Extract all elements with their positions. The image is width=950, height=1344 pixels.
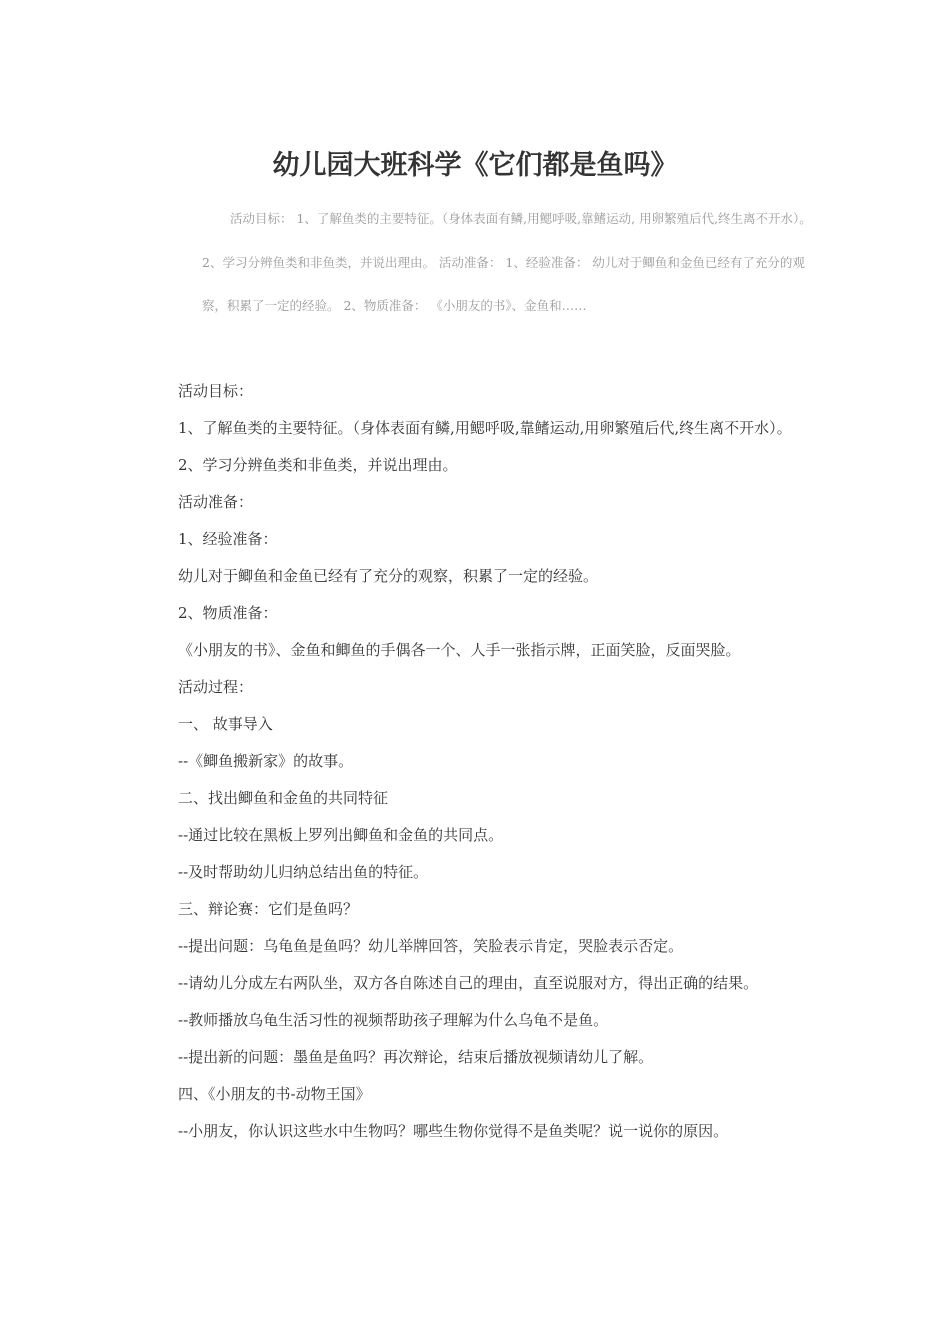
paragraph: --《鲫鱼搬新家》的故事。: [178, 752, 354, 770]
paragraph: --小朋友，你认识这些水中生物吗？哪些生物你觉得不是鱼类呢？说一说你的原因。: [178, 1122, 729, 1140]
paragraph: --及时帮助幼儿归纳总结出鱼的特征。: [178, 863, 429, 881]
paragraph: --提出新的问题：墨鱼是鱼吗？再次辩论，结束后播放视频请幼儿了解。: [178, 1048, 654, 1066]
document-body: [145, 378, 811, 1155]
paragraph: 1、经验准备：: [178, 530, 278, 548]
summary-text: 活动目标： 1、了解鱼类的主要特征。（身体表面有鳞,用鳃呼吸,靠鳍运动, 用卵繁殖后代,终生离不开水）。 2、学习分辨鱼类和非鱼类，并说出理由。 活动准备： 1、经验准备： 幼儿对于鲫鱼和金鱼已经有了充分的观察，积累了一定的经验。 2、物质准备： 《小朋友的书》、金鱼和……: [202, 211, 812, 313]
paragraph: 活动过程：: [178, 678, 254, 696]
paragraph: 二、找出鲫鱼和金鱼的共同特征: [178, 789, 389, 807]
paragraph: 1、了解鱼类的主要特征。（身体表面有鳞,用鳃呼吸,靠鳍运动,用卵繁殖后代,终生离不开水）。: [178, 419, 792, 437]
paragraph: --教师播放乌龟生活习性的视频帮助孩子理解为什么乌龟不是鱼。: [178, 1011, 609, 1029]
paragraph: 2、物质准备：: [178, 604, 278, 622]
paragraph: --请幼儿分成左右两队坐，双方各自陈述自己的理由，直至说服对方，得出正确的结果。: [178, 974, 759, 992]
document-title: 幼儿园大班科学《它们都是鱼吗》: [272, 150, 678, 181]
paragraph: 三、辩论赛：它们是鱼吗？: [178, 900, 359, 918]
paragraph: 四、《小朋友的书-动物王国》: [178, 1085, 371, 1103]
paragraph: 活动目标：: [178, 382, 254, 400]
paragraph: 一、 故事导入: [178, 715, 273, 733]
paragraph: 2、学习分辨鱼类和非鱼类，并说出理由。: [178, 456, 458, 474]
paragraph: 活动准备：: [178, 493, 254, 511]
paragraph: 幼儿对于鲫鱼和金鱼已经有了充分的观察，积累了一定的经验。: [178, 567, 599, 585]
paragraph: --提出问题：乌龟鱼是鱼吗？幼儿举牌回答，笑脸表示肯定，哭脸表示否定。: [178, 937, 684, 955]
paragraph: --通过比较在黑板上罗列出鲫鱼和金鱼的共同点。: [178, 826, 504, 844]
document-summary: [202, 197, 814, 328]
paragraph: 《小朋友的书》、金鱼和鲫鱼的手偶各一个、人手一张指示牌，正面笑脸，反面哭脸。: [178, 641, 741, 659]
